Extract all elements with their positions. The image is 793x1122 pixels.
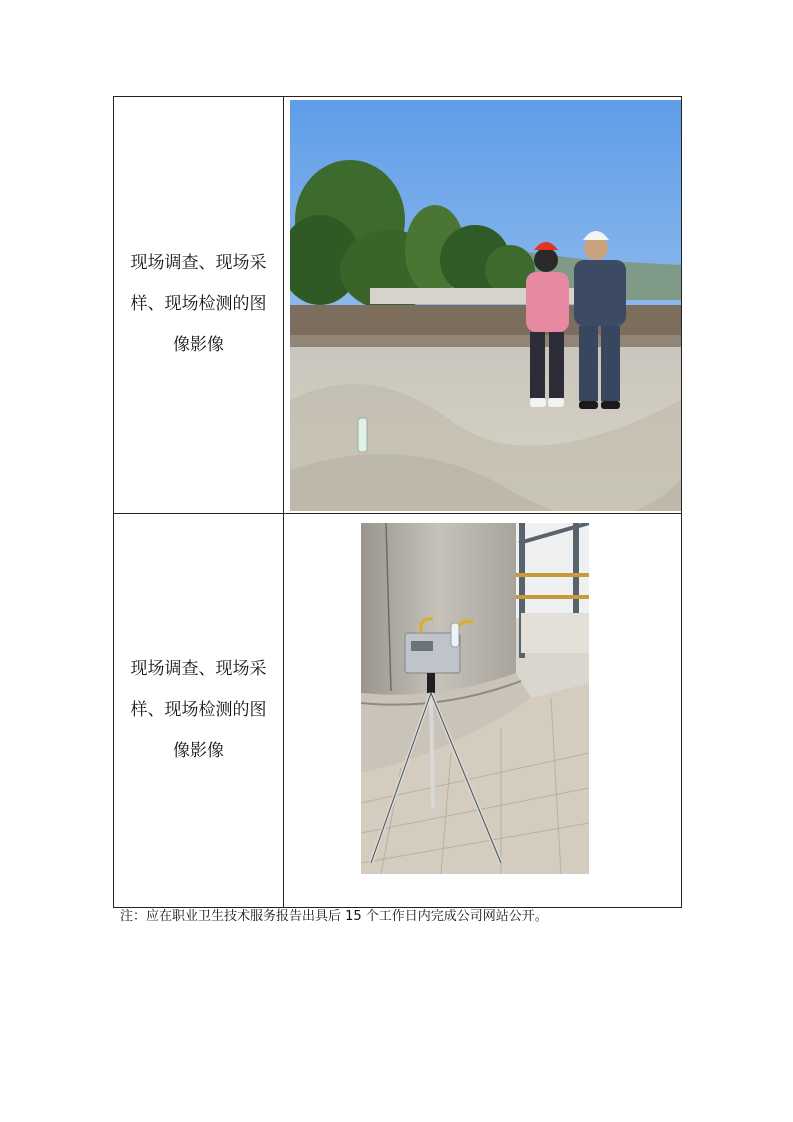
table-row: [114, 97, 682, 514]
photo-cell: [284, 513, 682, 908]
footnote: 注：应在职业卫生技术服务报告出具后 15 个工作日内完成公司网站公开。: [120, 909, 548, 924]
table-row: [114, 513, 682, 908]
sampling-equipment-photo: [361, 523, 589, 874]
row-label-cell: [114, 97, 284, 514]
photo-record-table: [113, 96, 682, 908]
row-label: 现场调查、现场采样、现场检测的图像影像: [130, 253, 267, 356]
photo-cell: [284, 97, 682, 514]
row-label-cell: [114, 513, 284, 908]
site-visit-photo: [290, 100, 681, 511]
row-label: 现场调查、现场采样、现场检测的图像影像: [130, 658, 267, 761]
